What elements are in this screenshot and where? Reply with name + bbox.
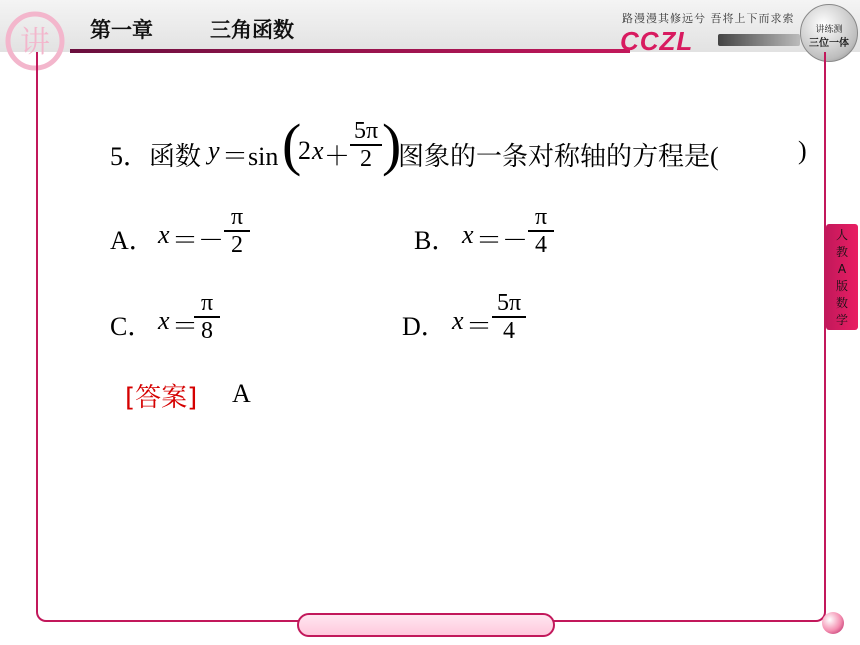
fraction-numerator: 5π <box>350 118 382 146</box>
option-fraction <box>224 204 250 258</box>
answer-label: [答案] <box>125 383 198 413</box>
question-sin: ＝sin <box>222 142 279 171</box>
question-close-paren: ) <box>798 136 807 165</box>
edition-tab <box>826 224 858 330</box>
left-paren: ( <box>282 112 302 177</box>
edition-tab-char: 版 <box>835 279 848 293</box>
option-fraction <box>528 204 554 258</box>
option-eq: ＝－ <box>172 226 225 255</box>
fraction-denominator: 2 <box>360 146 372 172</box>
edition-tab-char: 学 <box>835 313 848 327</box>
option-var: x <box>452 306 464 335</box>
question-fraction <box>350 118 382 172</box>
brand-logo: CCZL <box>620 26 694 56</box>
fraction-denominator: 2 <box>231 232 243 258</box>
fraction-denominator: 8 <box>201 318 213 344</box>
chapter-number: 第一章 <box>90 18 153 42</box>
brand-arrows-icon <box>718 34 800 46</box>
question-y: y <box>208 136 220 165</box>
option-label: A． <box>110 226 155 255</box>
chapter-title: 三角函数 <box>210 18 294 42</box>
option-fraction <box>492 290 526 344</box>
option-label: D． <box>402 312 447 341</box>
fraction-numerator: 5π <box>492 290 526 318</box>
slogan: 路漫漫其修远兮 吾将上下而求索 <box>622 12 795 25</box>
inner-plus: ＋ <box>324 142 351 171</box>
question-suffix: 图象的一条对称轴的方程是( <box>398 142 719 171</box>
fraction-numerator: π <box>194 290 220 318</box>
badge-line-2: 三位一体 <box>809 38 849 49</box>
fraction-denominator: 4 <box>535 232 547 258</box>
fraction-numerator: π <box>224 204 250 232</box>
edition-tab-char: A <box>837 262 847 276</box>
option-var: x <box>158 220 170 249</box>
option-var: x <box>158 306 170 335</box>
footer-ball-icon[interactable] <box>822 612 844 634</box>
edition-tab-char: 教 <box>835 245 848 259</box>
edition-tab-char: 人 <box>835 228 848 242</box>
question-prefix: 5．函数 <box>110 142 202 171</box>
answer-value: A <box>232 379 251 408</box>
inner-x: x <box>312 136 324 165</box>
option-label: B． <box>414 226 458 255</box>
edition-tab-char: 数 <box>835 296 848 310</box>
option-eq: ＝ <box>466 312 493 341</box>
right-paren: ) <box>382 112 402 177</box>
option-label: C． <box>110 312 154 341</box>
inner-coef: 2 <box>298 136 311 165</box>
fraction-numerator: π <box>528 204 554 232</box>
option-var: x <box>462 220 474 249</box>
svg-text:讲: 讲 <box>20 25 50 60</box>
option-eq: ＝ <box>172 312 199 341</box>
footer-nav-bar[interactable] <box>297 613 555 637</box>
fraction-denominator: 4 <box>503 318 515 344</box>
option-fraction <box>194 290 220 344</box>
option-eq: ＝－ <box>476 226 529 255</box>
badge-line-1: 讲练测 <box>815 25 843 35</box>
